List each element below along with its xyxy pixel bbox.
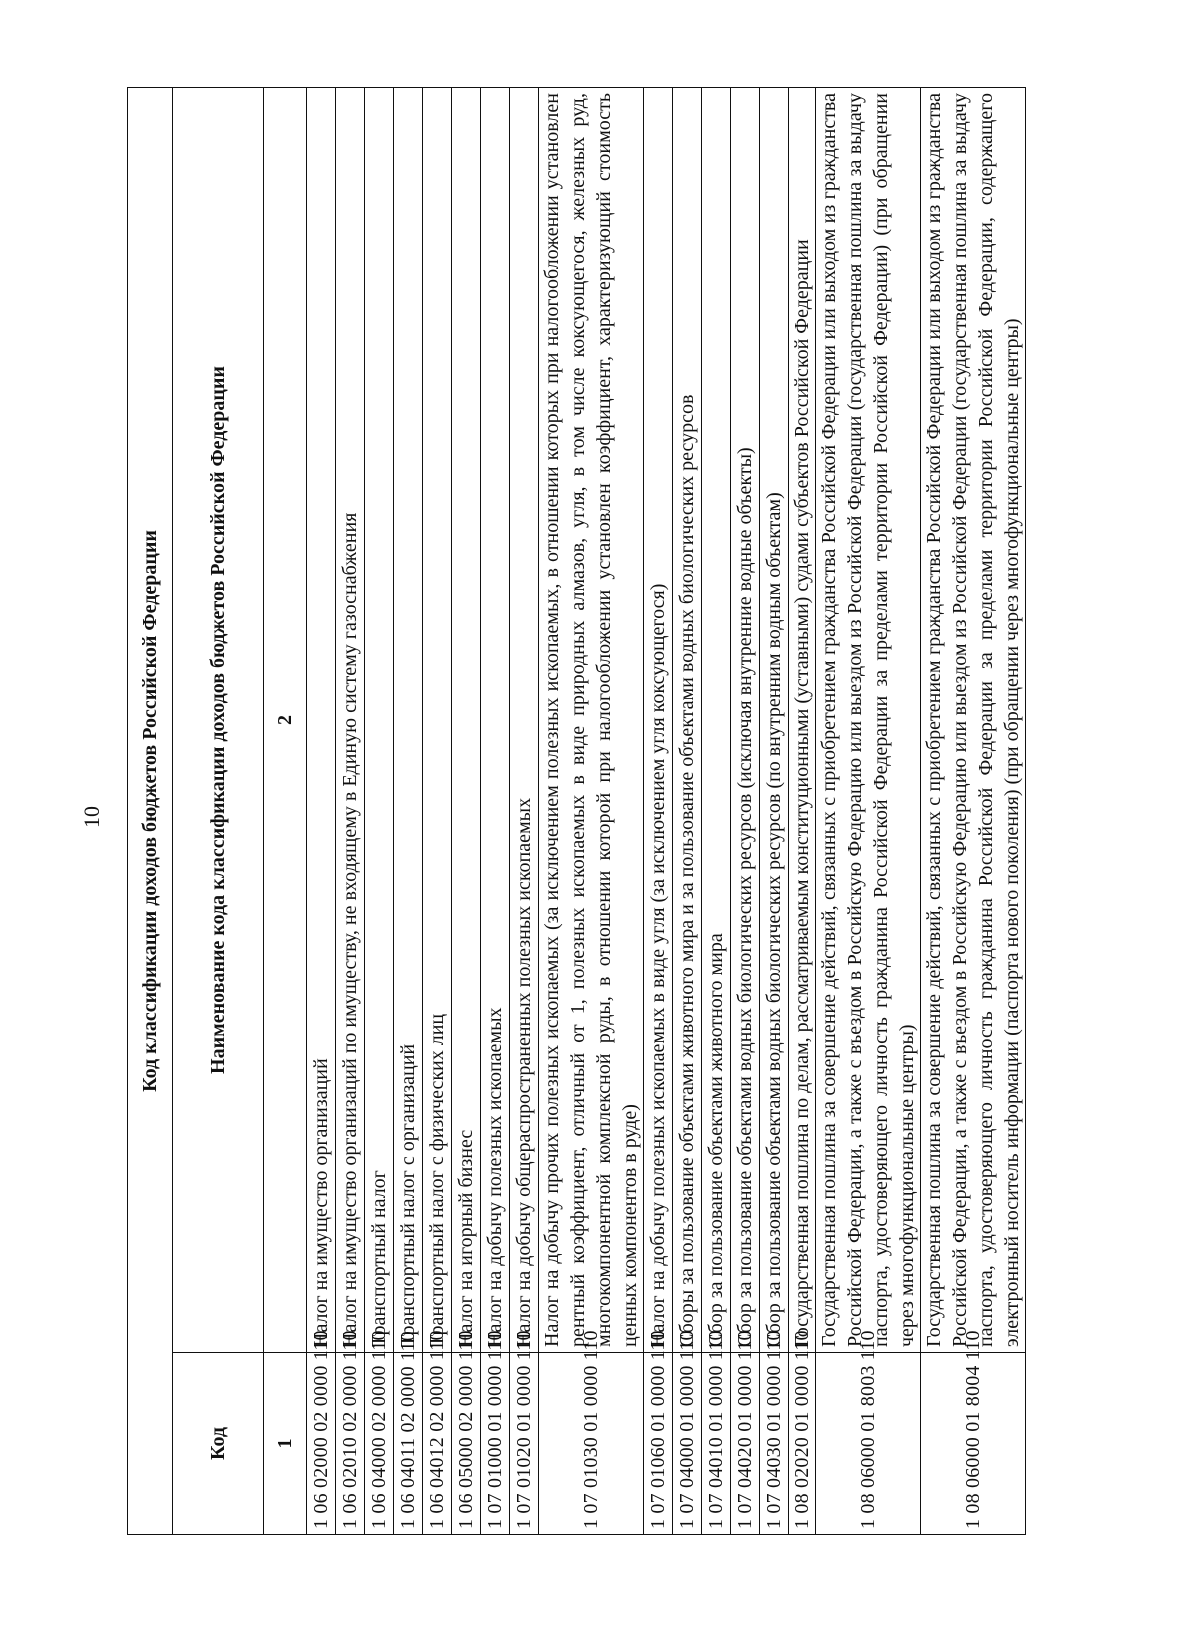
table-row <box>510 88 539 1535</box>
table-row <box>731 88 760 1535</box>
row-name: Налог на имущество организаций по имуществу, не входящему в Единую систему газоснабжения <box>336 88 365 1353</box>
table-row <box>394 88 423 1535</box>
row-code: 1 06 02010 02 0000 110 <box>336 1353 365 1535</box>
code-column-number: 1 <box>264 1353 307 1535</box>
row-name: Сбор за пользование объектами животного мира <box>702 88 731 1353</box>
row-name: Налог на игорный бизнес <box>452 88 481 1353</box>
row-code: 1 07 01020 01 0000 110 <box>510 1353 539 1535</box>
table-row <box>336 88 365 1535</box>
row-name: Налог на добычу прочих полезных ископаемых (за исключением полезных ископаемых, в отношении которых при налогообложении установлен рентный коэффициент, отличный от 1, полезных ископаемых в виде природных алмазов, угля, в том числе коксующегося, железных руд, многокомпонентной комплексной руды, в отношении которой при налогообложении установлен коэффициент, характеризующий стоимость ценных компонентов в руде) <box>539 88 644 1353</box>
table-row <box>921 88 1026 1535</box>
row-code: 1 07 04020 01 0000 110 <box>731 1353 760 1535</box>
row-code: 1 07 04000 01 0000 110 <box>673 1353 702 1535</box>
table-row <box>423 88 452 1535</box>
name-column-number: 2 <box>264 88 307 1353</box>
row-name: Транспортный налог <box>365 88 394 1353</box>
row-name: Транспортный налог с организаций <box>394 88 423 1353</box>
table-row <box>452 88 481 1535</box>
row-name: Налог на добычу полезных ископаемых в виде угля (за исключением угля коксующегося) <box>644 88 673 1353</box>
row-name: Государственная пошлина по делам, рассматриваемым конституционными (уставными) судами субъектов Российской Федерации <box>789 88 816 1353</box>
row-code: 1 07 01030 01 0000 110 <box>539 1353 644 1535</box>
row-code: 1 06 02000 02 0000 110 <box>307 1353 336 1535</box>
row-name: Государственная пошлина за совершение действий, связанных с приобретением гражданства Российской Федерации или выходом из гражданства Российской Федерации, а также с въездом в Российскую Федерацию или выездом из Российской Федерации (государственная пошлина за выдачу паспорта, удостоверяющего личность гражданина Российской Федерации за пределами территории Российской Федерации) (при обращении через многофункциональные центры) <box>816 88 921 1353</box>
table-title: Код классификации доходов бюджетов Российской Федерации <box>128 88 173 1535</box>
row-name: Налог на добычу полезных ископаемых <box>481 88 510 1353</box>
row-code: 1 07 04030 01 0000 110 <box>760 1353 789 1535</box>
row-code: 1 08 06000 01 8003 110 <box>816 1353 921 1535</box>
row-name: Государственная пошлина за совершение действий, связанных с приобретением гражданства Российской Федерации или выходом из гражданства Российской Федерации, а также с въездом в Российскую Федерацию или выездом из Российской Федерации (государственная пошлина за выдачу паспорта, удостоверяющего личность гражданина Российской Федерации за пределами территории Российской Федерации, содержащего электронный носитель информации (паспорта нового поколения) (при обращении через многофункциональные центры) <box>921 88 1026 1353</box>
row-code: 1 07 04010 01 0000 110 <box>702 1353 731 1535</box>
table-row <box>539 88 644 1535</box>
table-row <box>365 88 394 1535</box>
table-row <box>481 88 510 1535</box>
table-row <box>702 88 731 1535</box>
table-row <box>760 88 789 1535</box>
row-code: 1 06 05000 02 0000 110 <box>452 1353 481 1535</box>
row-name: Налог на имущество организаций <box>307 88 336 1353</box>
row-name: Транспортный налог с физических лиц <box>423 88 452 1353</box>
row-name: Сборы за пользование объектами животного мира и за пользование объектами водных биологических ресурсов <box>673 88 702 1353</box>
revenue-classification-table <box>127 87 1026 1535</box>
row-name: Сбор за пользование объектами водных биологических ресурсов (исключая внутренние водные объекты) <box>731 88 760 1353</box>
rotated-table-container <box>127 87 1127 1535</box>
table-row <box>307 88 336 1535</box>
table-row <box>644 88 673 1535</box>
table-row <box>673 88 702 1535</box>
row-name: Сбор за пользование объектами водных биологических ресурсов (по внутренним водным объектам) <box>760 88 789 1353</box>
row-code: 1 08 06000 01 8004 110 <box>921 1353 1026 1535</box>
row-code: 1 06 04000 02 0000 110 <box>365 1353 394 1535</box>
row-code: 1 06 04011 02 0000 110 <box>394 1353 423 1535</box>
row-code: 1 07 01000 01 0000 110 <box>481 1353 510 1535</box>
code-column-header: Код <box>173 1353 264 1535</box>
name-column-header: Наименование кода классификации доходов бюджетов Российской Федерации <box>173 88 264 1353</box>
table-row <box>816 88 921 1535</box>
row-name: Налог на добычу общераспространенных полезных ископаемых <box>510 88 539 1353</box>
row-code: 1 07 01060 01 0000 110 <box>644 1353 673 1535</box>
table-row <box>789 88 816 1535</box>
row-code: 1 08 02020 01 0000 110 <box>789 1353 816 1535</box>
row-code: 1 06 04012 02 0000 110 <box>423 1353 452 1535</box>
page-number: 10 <box>79 806 104 828</box>
